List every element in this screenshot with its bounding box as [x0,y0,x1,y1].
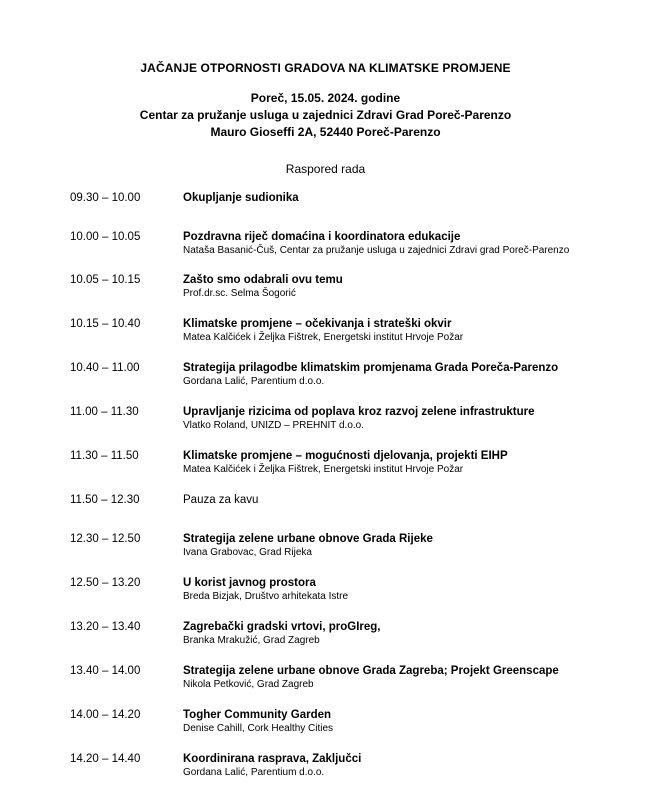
schedule-speaker: Ivana Grabovac, Grad Rijeka [183,547,312,558]
schedule-title: Upravljanje rizicima od poplava kroz razvoj zelene infrastrukture [183,406,535,418]
schedule-title: Pauza za kavu [183,494,259,506]
schedule-speaker: Nataša Basanić-Čuš, Centar za pružanje usluga u zajednici Zdravi grad Poreč-Parenzo [183,245,570,256]
schedule-speaker: Breda Bizjak, Društvo arhitekata Istre [183,591,349,602]
schedule-time: 10.40 – 11.00 [70,362,140,374]
schedule-time: 12.50 – 13.20 [70,577,141,589]
schedule-title: Strategija zelene urbane obnove Grada Rijeke [183,533,433,545]
schedule-speaker: Vlatko Roland, UNIZD – PREHNIT d.o.o. [183,420,364,431]
schedule-item [70,576,630,603]
schedule-speaker: Gordana Lalić, Parentium d.o.o. [183,767,325,778]
schedule-speaker: Matea Kalčićek i Željka Fištrek, Energetski institut Hrvoje Požar [183,332,464,343]
event-venue: Centar za pružanje usluga u zajednici Zdravi Grad Poreč-Parenzo [139,108,512,122]
schedule-item [70,752,630,779]
schedule-list [70,191,630,796]
schedule-item [70,449,630,476]
schedule-time: 10.05 – 10.15 [70,274,141,286]
schedule-time: 11.50 – 12.30 [70,494,140,506]
schedule-item [70,620,630,647]
schedule-item [70,405,630,432]
schedule-time: 11.00 – 11.30 [70,406,139,418]
schedule-time: 10.00 – 10.05 [70,231,141,243]
event-date: Poreč, 15.05. 2024. godine [250,91,401,105]
schedule-title: U korist javnog prostora [183,577,316,589]
schedule-speaker: Matea Kalčićek i Željka Fištrek, Energetski institut Hrvoje Požar [183,464,464,475]
schedule-title: Strategija prilagodbe klimatskim promjenama Grada Poreča-Parenzo [183,362,559,374]
schedule-time: 14.20 – 14.40 [70,753,141,765]
schedule-item [70,361,630,388]
schedule-heading: Raspored rada [285,162,366,176]
schedule-item [70,664,630,691]
schedule-item [70,191,630,205]
schedule-time: 13.40 – 14.00 [70,665,141,677]
schedule-speaker: Nikola Petković, Grad Zagreb [183,679,314,690]
schedule-title: Strategija zelene urbane obnove Grada Zagreba; Projekt Greenscape [183,665,559,677]
schedule-speaker: Gordana Lalić, Parentium d.o.o. [183,376,325,387]
schedule-title: Togher Community Garden [183,709,332,721]
schedule-time: 14.00 – 14.20 [70,709,141,721]
schedule-item [70,273,630,300]
schedule-time: 13.20 – 13.40 [70,621,141,633]
schedule-speaker: Denise Cahill, Cork Healthy Cities [183,723,334,734]
schedule-time: 09.30 – 10.00 [70,192,141,204]
schedule-time: 11.30 – 11.50 [70,450,139,462]
schedule-item [70,708,630,735]
schedule-item [70,493,630,507]
schedule-title: Klimatske promjene – mogućnosti djelovanja, projekti EIHP [183,450,508,462]
schedule-title: Zašto smo odabrali ovu temu [183,274,343,286]
schedule-title: Zagrebački gradski vrtovi, proGIreg, [183,621,381,633]
schedule-speaker: Branka Mrakužić, Grad Zagreb [183,635,320,646]
event-address: Mauro Gioseffi 2A, 52440 Poreč-Parenzo [210,125,441,139]
schedule-time: 10.15 – 10.40 [70,318,141,330]
schedule-title: Klimatske promjene – očekivanja i strateški okvir [183,318,452,330]
schedule-speaker: Prof.dr.sc. Selma Šogorić [183,288,296,299]
schedule-item [70,532,630,559]
event-info [0,90,651,141]
schedule-item [70,317,630,344]
schedule-title: Koordinirana rasprava, Zaključci [183,753,362,765]
schedule-title: Okupljanje sudionika [183,192,299,204]
document-title: JAČANJE OTPORNOSTI GRADOVA NA KLIMATSKE PROMJENE [140,61,511,75]
schedule-time: 12.30 – 12.50 [70,533,141,545]
schedule-title: Pozdravna riječ domaćina i koordinatora edukacije [183,231,461,243]
schedule-item [70,230,630,257]
